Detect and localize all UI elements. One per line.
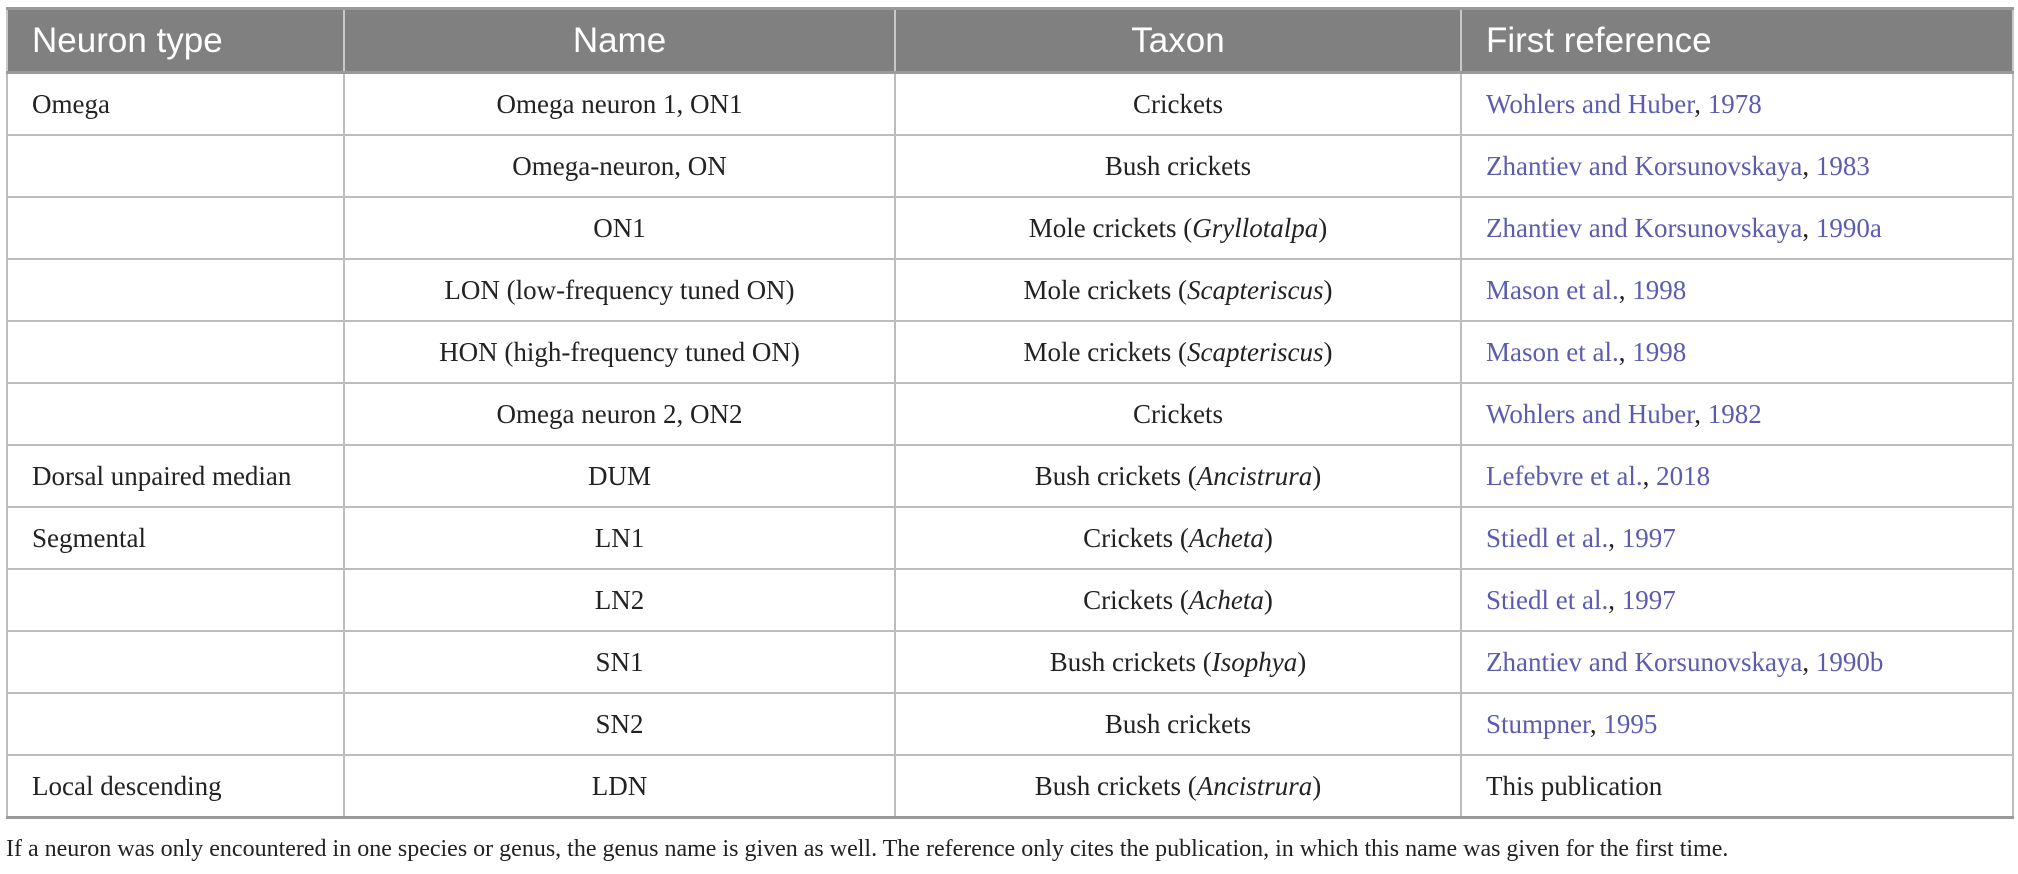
cell-taxon [895,383,1461,445]
reference-year-link[interactable]: 1990a [1815,212,1882,243]
cell-taxon: Bush crickets (Ancistrura) [895,445,1461,507]
cell-taxon: Crickets (Acheta) [895,507,1461,569]
table-row [7,755,2013,818]
taxon-common-name: Crickets [1083,584,1174,615]
table-row [7,445,2013,507]
reference-year-link[interactable]: 1997 [1621,522,1676,553]
reference-year-link[interactable]: 1990b [1815,646,1884,677]
cell-taxon: Mole crickets (Scapteriscus) [895,259,1461,321]
table-row [7,135,2013,197]
cell-name: LDN [344,755,895,818]
taxon-common-name: Mole crickets [1023,274,1172,305]
reference-text: This publication [1486,770,1663,801]
table-body [7,73,2013,818]
table-header-row [7,9,2013,73]
cell-taxon [895,693,1461,755]
taxon-common-name: Mole crickets [1023,336,1172,367]
cell-first-reference: Mason et al., 1998 [1461,321,2013,383]
cell-first-reference: Mason et al., 1998 [1461,259,2013,321]
table-row [7,321,2013,383]
taxon-common-name: Bush crickets [1034,770,1181,801]
cell-name: Omega-neuron, ON [344,135,895,197]
cell-name: HON (high-frequency tuned ON) [344,321,895,383]
reference-year-link[interactable]: 1995 [1603,708,1658,739]
taxon-common-name: Mole crickets [1028,212,1177,243]
cell-neuron-type: Dorsal unpaired median [7,445,344,507]
cell-first-reference: Zhantiev and Korsunovskaya, 1990b [1461,631,2013,693]
cell-name: LN1 [344,507,895,569]
cell-neuron-type [7,259,344,321]
taxon-common-name: Crickets [1133,88,1223,119]
cell-name: LON (low-frequency tuned ON) [344,259,895,321]
neuron-table [6,7,2014,819]
cell-first-reference: Stiedl et al., 1997 [1461,507,2013,569]
reference-link[interactable]: Zhantiev and Korsunovskaya [1486,212,1803,243]
table-row [7,197,2013,259]
cell-first-reference: Stumpner, 1995 [1461,693,2013,755]
reference-year-link[interactable]: 1983 [1815,150,1870,181]
cell-name: SN1 [344,631,895,693]
reference-link[interactable]: Wohlers and Huber [1486,88,1695,119]
reference-link[interactable]: Stiedl et al. [1486,522,1609,553]
cell-neuron-type [7,135,344,197]
header-name: Name [344,9,895,73]
reference-link[interactable]: Mason et al. [1486,336,1619,367]
cell-first-reference [1461,755,2013,818]
taxon-common-name: Crickets [1083,522,1174,553]
header-first-reference: First reference [1461,9,2013,73]
cell-first-reference: Wohlers and Huber, 1978 [1461,73,2013,136]
taxon-genus: Gryllotalpa [1192,212,1319,243]
cell-neuron-type [7,631,344,693]
cell-name: LN2 [344,569,895,631]
cell-first-reference: Zhantiev and Korsunovskaya, 1990a [1461,197,2013,259]
reference-year-link[interactable]: 2018 [1656,460,1711,491]
reference-year-link[interactable]: 1998 [1632,274,1687,305]
cell-neuron-type [7,321,344,383]
reference-link[interactable]: Zhantiev and Korsunovskaya [1486,646,1803,677]
table-row [7,507,2013,569]
cell-taxon: Mole crickets (Gryllotalpa) [895,197,1461,259]
taxon-genus: Acheta [1188,584,1264,615]
taxon-common-name: Crickets [1133,398,1223,429]
table-container [6,7,2012,819]
table-footnote: If a neuron was only encountered in one species or genus, the genus name is given as well. The reference only cites the publication, in which this name was given for the first time. [6,836,1729,862]
cell-neuron-type [7,569,344,631]
table-row [7,259,2013,321]
table-row [7,693,2013,755]
taxon-common-name: Bush crickets [1034,460,1181,491]
cell-first-reference: Lefebvre et al., 2018 [1461,445,2013,507]
cell-neuron-type [7,693,344,755]
reference-link[interactable]: Lefebvre et al. [1486,460,1643,491]
taxon-common-name: Bush crickets [1049,646,1196,677]
table-row [7,569,2013,631]
taxon-common-name: Bush crickets [1104,708,1252,739]
table-row [7,631,2013,693]
cell-taxon: Bush crickets (Ancistrura) [895,755,1461,818]
cell-taxon [895,135,1461,197]
taxon-genus: Acheta [1188,522,1264,553]
cell-first-reference: Wohlers and Huber, 1982 [1461,383,2013,445]
reference-link[interactable]: Stiedl et al. [1486,584,1609,615]
cell-neuron-type: Segmental [7,507,344,569]
cell-name: DUM [344,445,895,507]
cell-taxon: Crickets (Acheta) [895,569,1461,631]
cell-first-reference: Zhantiev and Korsunovskaya, 1983 [1461,135,2013,197]
table-row [7,383,2013,445]
reference-link[interactable]: Zhantiev and Korsunovskaya [1486,150,1803,181]
reference-year-link[interactable]: 1998 [1632,336,1687,367]
header-neuron-type: Neuron type [7,9,344,73]
cell-taxon: Bush crickets (Isophya) [895,631,1461,693]
reference-link[interactable]: Stumpner [1486,708,1590,739]
taxon-genus: Ancistrura [1196,460,1313,491]
taxon-genus: Isophya [1211,646,1298,677]
taxon-genus: Ancistrura [1196,770,1313,801]
cell-first-reference: Stiedl et al., 1997 [1461,569,2013,631]
reference-year-link[interactable]: 1997 [1621,584,1676,615]
reference-year-link[interactable]: 1978 [1707,88,1762,119]
taxon-genus: Scapteriscus [1186,274,1324,305]
reference-link[interactable]: Mason et al. [1486,274,1619,305]
taxon-common-name: Bush crickets [1104,150,1252,181]
cell-name: SN2 [344,693,895,755]
header-taxon: Taxon [895,9,1461,73]
cell-name: Omega neuron 2, ON2 [344,383,895,445]
cell-neuron-type [7,197,344,259]
cell-name: ON1 [344,197,895,259]
cell-neuron-type: Local descending [7,755,344,818]
reference-link[interactable]: Wohlers and Huber [1486,398,1695,429]
reference-year-link[interactable]: 1982 [1707,398,1762,429]
taxon-genus: Scapteriscus [1186,336,1324,367]
cell-name: Omega neuron 1, ON1 [344,73,895,136]
cell-taxon [895,73,1461,136]
cell-neuron-type [7,383,344,445]
cell-taxon: Mole crickets (Scapteriscus) [895,321,1461,383]
table-row [7,73,2013,136]
cell-neuron-type: Omega [7,73,344,136]
